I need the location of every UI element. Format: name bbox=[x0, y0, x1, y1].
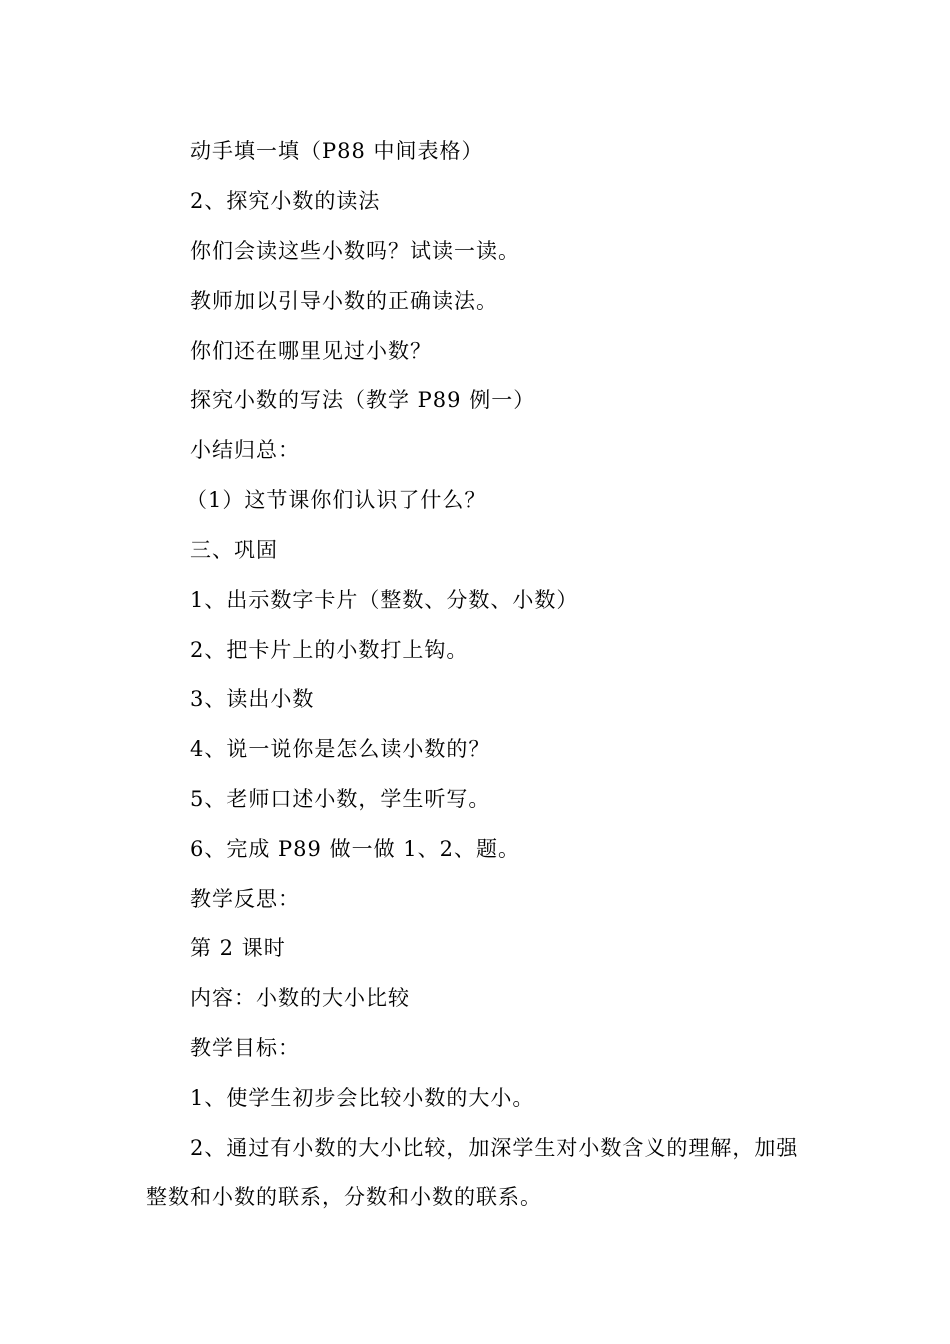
text-line: 2、通过有小数的大小比较，加深学生对小数含义的理解，加强 bbox=[190, 1136, 799, 1160]
text-line: 整数和小数的联系，分数和小数的联系。 bbox=[146, 1185, 542, 1209]
text-line: 你们会读这些小数吗？试读一读。 bbox=[190, 239, 520, 263]
text-line: 教师加以引导小数的正确读法。 bbox=[190, 289, 498, 313]
text-line: 1、出示数字卡片（整数、分数、小数） bbox=[190, 588, 579, 612]
text-line: 4、说一说你是怎么读小数的？ bbox=[190, 737, 491, 761]
text-line: 1、使学生初步会比较小数的大小。 bbox=[190, 1086, 535, 1110]
text-line: 教学反思： bbox=[190, 887, 300, 911]
text-line: 动手填一填（P88 中间表格） bbox=[190, 139, 484, 163]
text-line: （1）这节课你们认识了什么？ bbox=[186, 488, 487, 512]
text-line: 你们还在哪里见过小数？ bbox=[190, 339, 432, 363]
text-line: 小结归总： bbox=[190, 438, 300, 462]
text-line: 教学目标： bbox=[190, 1036, 300, 1060]
text-line: 2、把卡片上的小数打上钩。 bbox=[190, 638, 469, 662]
text-line: 2、探究小数的读法 bbox=[190, 189, 381, 213]
text-line: 内容：小数的大小比较 bbox=[190, 986, 410, 1010]
text-line: 3、读出小数 bbox=[190, 687, 315, 711]
text-line: 6、完成 P89 做一做 1、2、题。 bbox=[190, 837, 520, 861]
lesson-heading: 第 2 课时 bbox=[190, 936, 286, 960]
text-line: 5、老师口述小数，学生听写。 bbox=[190, 787, 491, 811]
text-line: 探究小数的写法（教学 P89 例一） bbox=[190, 388, 536, 412]
section-heading: 三、巩固 bbox=[190, 538, 278, 562]
